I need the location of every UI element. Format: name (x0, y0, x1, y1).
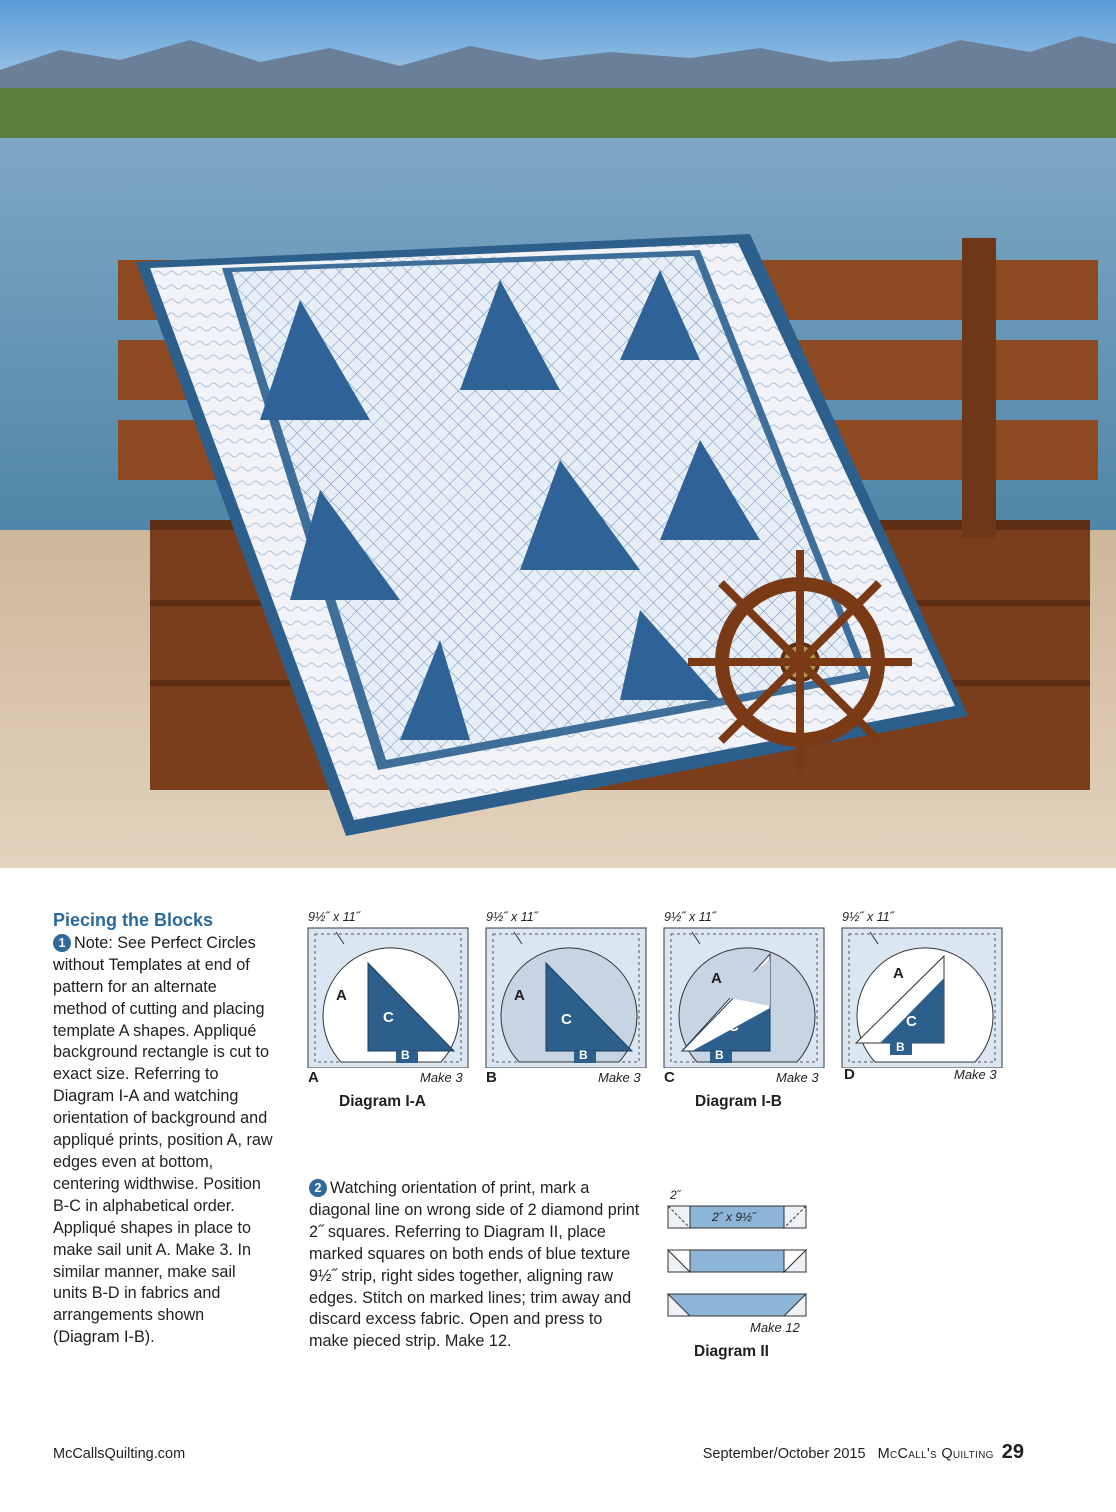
page-number: 29 (1001, 1441, 1024, 1463)
square-size-label: 2˝ (670, 1188, 681, 1202)
diagram-ib-caption: Diagram I-B (695, 1093, 782, 1110)
step-1-text (53, 910, 273, 1349)
piece-b-label: B (401, 1048, 410, 1062)
piece-b-label: B (896, 1040, 905, 1054)
unit-dimension: 9½˝ x 11˝ (842, 910, 894, 924)
publication-name: McCall's Quilting (877, 1446, 994, 1462)
sail-unit-c-diagram (662, 908, 828, 1086)
perfect-circles-reference: Perfect Circles without Templates (53, 933, 256, 974)
section-heading: Piecing the Blocks (53, 910, 214, 930)
piece-a-label: A (893, 965, 904, 982)
diagram-ib-reference: Diagram I-B (58, 1328, 145, 1347)
step-number-badge: 2 (309, 1179, 327, 1197)
issue-footer (703, 1441, 1024, 1464)
unit-dimension: 9½˝ x 11˝ (664, 910, 716, 924)
make-count: Make 3 (598, 1070, 641, 1085)
step-number-badge: 1 (53, 934, 71, 952)
step-2-body-2: , place marked squares on both ends of blue texture 9½˝ strip, right sides together, aligning raw edges. Stitch on marked lines; trim away and discard excess fabric. Open and press to make pieced strip. Make 12. (309, 1222, 632, 1351)
piece-c-label: C (561, 1011, 572, 1028)
piece-c-label: C (728, 1018, 739, 1035)
piece-a-label: A (514, 987, 525, 1004)
unit-letter: B (486, 1069, 497, 1086)
sail-unit-d-diagram (840, 908, 1006, 1083)
diagram-ii (662, 1184, 822, 1364)
diagram-ii-caption: Diagram II (694, 1343, 769, 1360)
strip-size-label: 2˝ x 9½˝ (712, 1210, 757, 1224)
unit-letter: C (664, 1069, 675, 1086)
sail-unit-a-diagram (306, 908, 472, 1086)
diagram-ii-reference: Diagram II (483, 1222, 559, 1241)
piece-c-label: C (383, 1009, 394, 1026)
note-label: Note: (74, 933, 113, 952)
make-count: Make 3 (776, 1070, 819, 1085)
piece-a-label: A (711, 970, 722, 987)
step-2-body-1: Watching orientation of print, mark a diagonal line on wrong side of 2 diamond print 2˝ squares. Referring to (309, 1179, 640, 1241)
step-1-body-2: and watching orientation of background and appliqué prints, position A, raw edges even at bottom, centering widthwise. Position B-C in alphabetical order. Appliqué shapes in place to make sail unit A. Make 3. In similar manner, make sail units B-D in fabrics and arrangements shown ( (53, 1087, 273, 1347)
piece-a-label: A (336, 987, 347, 1004)
make-count: Make 3 (954, 1067, 997, 1082)
step-1-body-3: ). (144, 1328, 155, 1347)
make-count: Make 3 (420, 1070, 463, 1085)
sail-unit-b-diagram (484, 908, 650, 1086)
website-footer: McCallsQuilting.com (53, 1446, 186, 1462)
diagram-ia-reference: Diagram I-A (53, 1087, 139, 1106)
note-see: See (112, 933, 151, 952)
piece-c-label: C (906, 1013, 917, 1030)
unit-letter: D (844, 1066, 855, 1083)
piece-b-label: B (579, 1048, 588, 1062)
unit-letter: A (308, 1069, 319, 1086)
unit-dimension: 9½˝ x 11˝ (308, 910, 360, 924)
step-1-paragraph (53, 933, 273, 1349)
piece-b-label: B (715, 1048, 724, 1062)
unit-dimension: 9½˝ x 11˝ (486, 910, 538, 924)
step-1-body-1: at end of pattern for an alternate method of cutting and placing template A shapes. Appliqué background rectangle is cut to exact size. Referring to (53, 955, 269, 1084)
diagram-ia-caption: Diagram I-A (339, 1093, 426, 1110)
issue-date: September/October 2015 (702, 1446, 866, 1462)
make-count: Make 12 (750, 1320, 800, 1335)
step-2-text (309, 1178, 641, 1353)
